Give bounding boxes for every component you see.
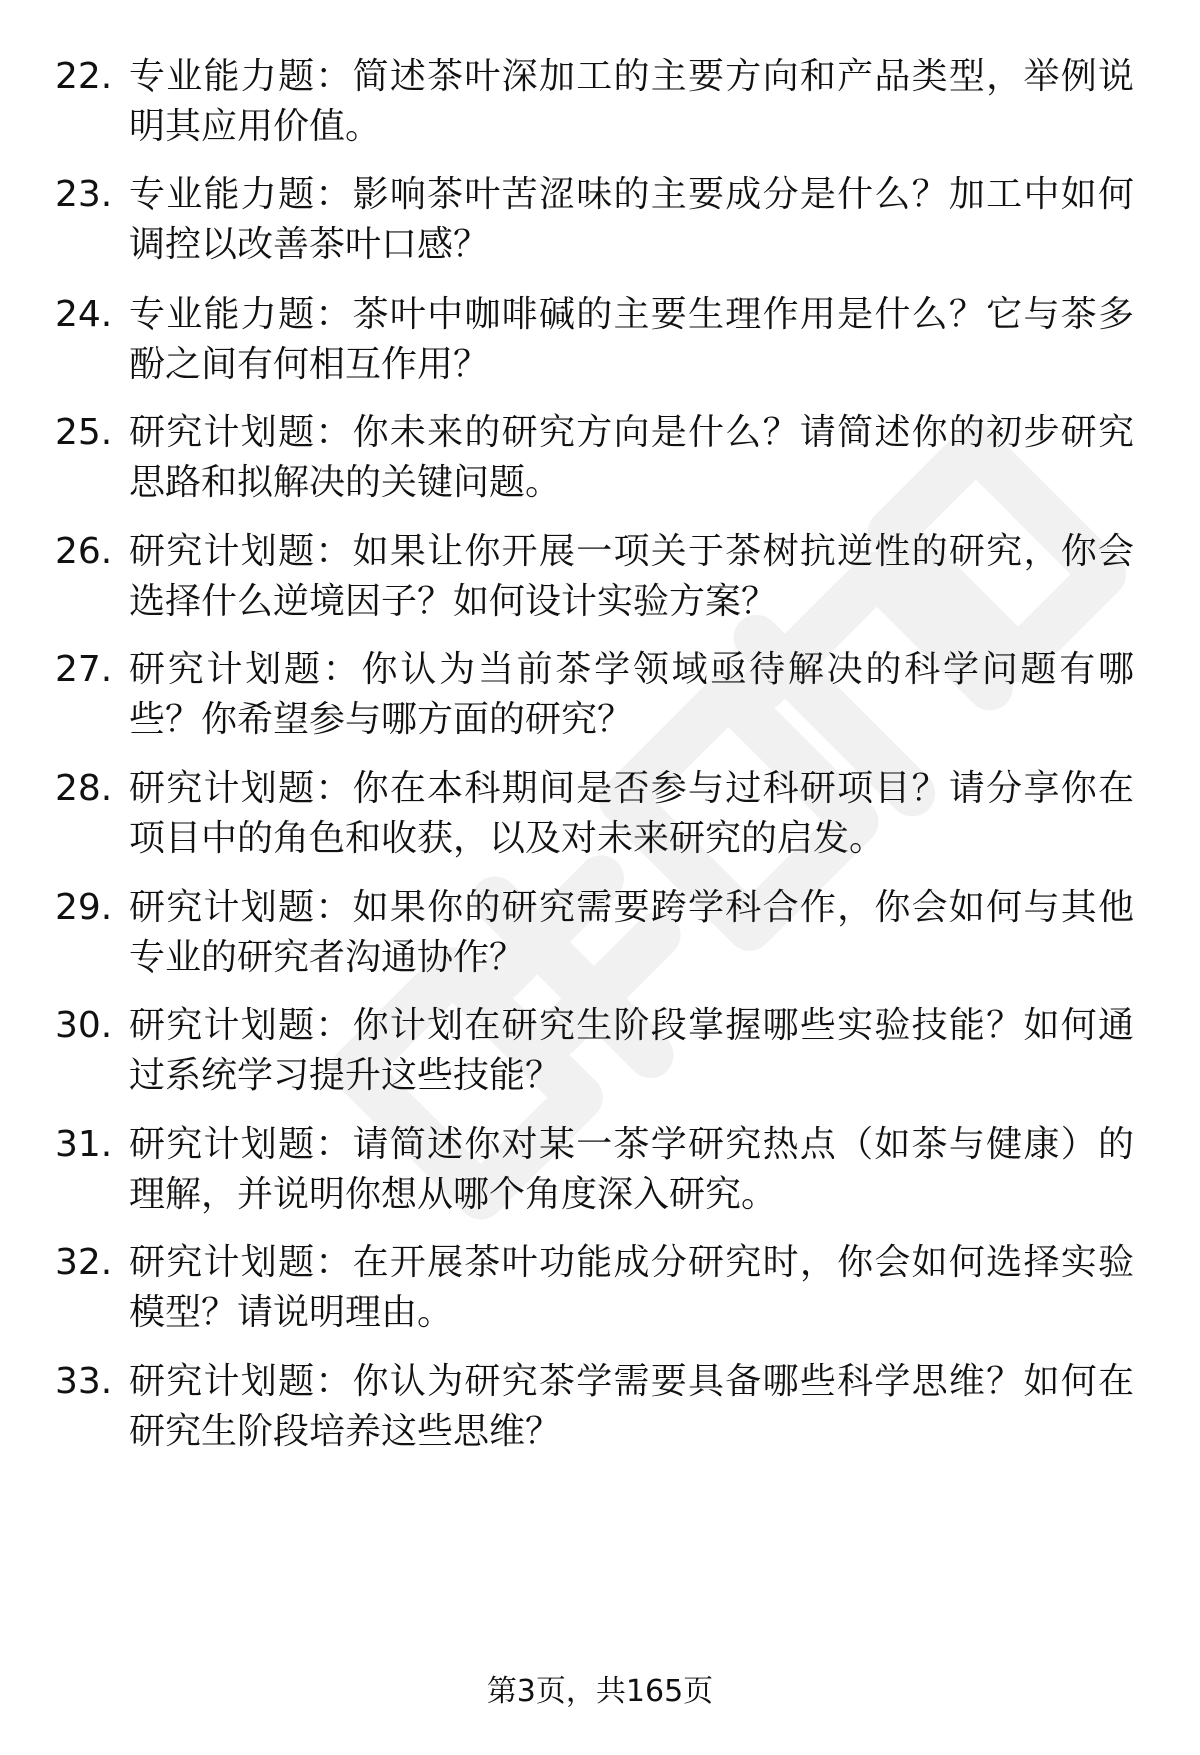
- question-number: 30.: [55, 1005, 113, 1046]
- question-item: [55, 290, 1155, 390]
- question-item: [55, 645, 1155, 745]
- question-number: 31.: [55, 1124, 113, 1165]
- question-item: [55, 764, 1155, 864]
- question-text: 研究计划题：如果你的研究需要跨学科合作，你会如何与其他专业的研究者沟通协作？: [129, 887, 1134, 978]
- question-number: 22.: [55, 56, 113, 97]
- question-text: 专业能力题：影响茶叶苦涩味的主要成分是什么？加工中如何调控以改善茶叶口感？: [129, 174, 1134, 265]
- question-text: 研究计划题：你计划在研究生阶段掌握哪些实验技能？如何通过系统学习提升这些技能？: [129, 1005, 1134, 1096]
- question-item: [55, 1001, 1155, 1101]
- question-item: [55, 170, 1155, 270]
- question-text: 研究计划题：你在本科期间是否参与过科研项目？请分享你在项目中的角色和收获，以及对未来研究的启发。: [129, 768, 1134, 859]
- question-number: 25.: [55, 412, 113, 453]
- question-text: 研究计划题：请简述你对某一茶学研究热点（如茶与健康）的理解，并说明你想从哪个角度深入研究。: [129, 1124, 1134, 1215]
- question-item: [55, 527, 1155, 627]
- question-number: 28.: [55, 768, 113, 809]
- question-item: [55, 1120, 1155, 1220]
- question-item: [55, 408, 1155, 508]
- question-item: [55, 883, 1155, 983]
- page-number: 第3页，共165页: [486, 1674, 714, 1709]
- question-item: [55, 1238, 1155, 1338]
- question-text: 研究计划题：你认为研究茶学需要具备哪些科学思维？如何在研究生阶段培养这些思维？: [129, 1361, 1134, 1452]
- question-text: 研究计划题：如果让你开展一项关于茶树抗逆性的研究，你会选择什么逆境因子？如何设计实验方案？: [129, 531, 1134, 622]
- question-number: 27.: [55, 649, 113, 690]
- question-number: 23.: [55, 174, 113, 215]
- question-number: 29.: [55, 887, 113, 928]
- question-text: 研究计划题：你认为当前茶学领域亟待解决的科学问题有哪些？你希望参与哪方面的研究？: [129, 649, 1134, 740]
- question-item: [55, 1357, 1155, 1457]
- question-text: 专业能力题：茶叶中咖啡碱的主要生理作用是什么？它与茶多酚之间有何相互作用？: [129, 294, 1134, 385]
- question-text: 研究计划题：在开展茶叶功能成分研究时，你会如何选择实验模型？请说明理由。: [129, 1242, 1134, 1333]
- question-number: 32.: [55, 1242, 113, 1283]
- question-number: 26.: [55, 531, 113, 572]
- question-item: [55, 52, 1155, 152]
- question-number: 24.: [55, 294, 113, 335]
- question-text: 研究计划题：你未来的研究方向是什么？请简述你的初步研究思路和拟解决的关键问题。: [129, 412, 1134, 503]
- question-number: 33.: [55, 1361, 113, 1402]
- question-text: 专业能力题：简述茶叶深加工的主要方向和产品类型，举例说明其应用价值。: [129, 56, 1134, 147]
